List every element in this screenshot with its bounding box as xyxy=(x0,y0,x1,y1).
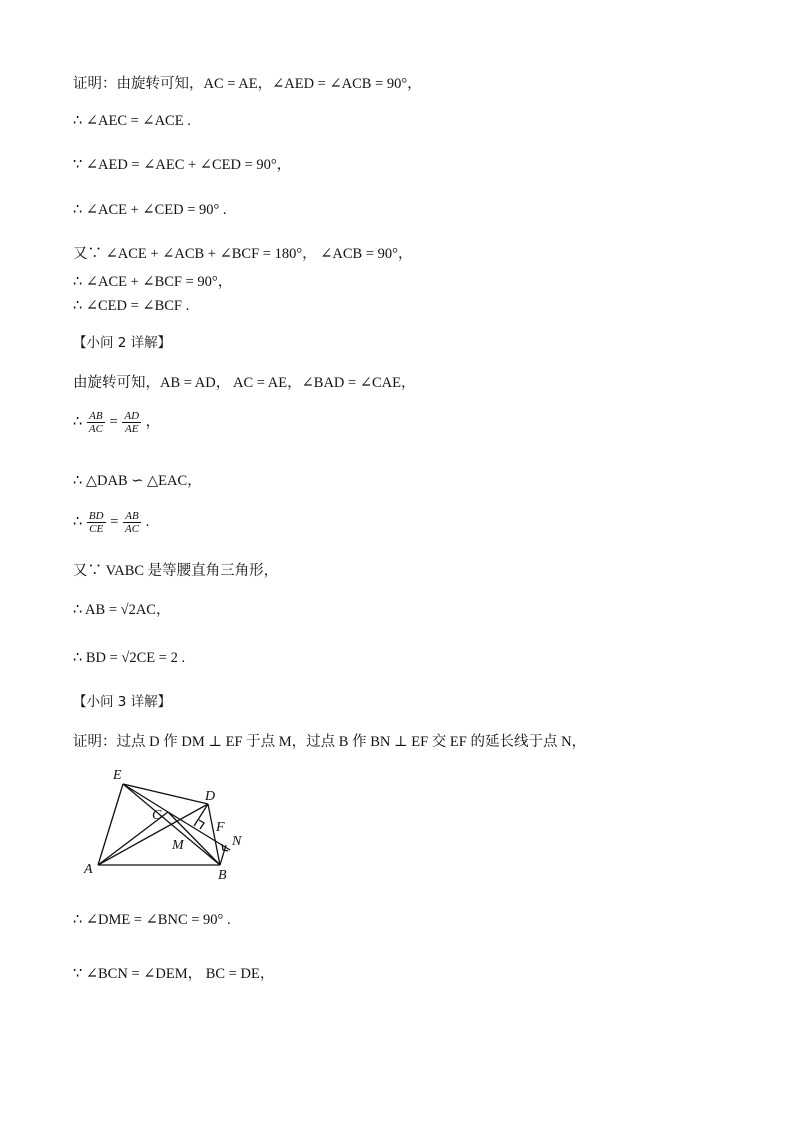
fraction-denominator: AC xyxy=(124,523,140,535)
proof-line-5: 又∵ ∠ACE + ∠ACB + ∠BCF = 180°， ∠ACB = 90°， xyxy=(73,246,413,262)
equals-sign: = xyxy=(110,513,119,530)
fraction-numerator: AB xyxy=(87,410,105,423)
proof-line-12: 又∵ VABC 是等腰直角三角形， xyxy=(73,563,279,579)
proof-line-10: ∴ △DAB ∽ △EAC， xyxy=(73,473,202,489)
fraction-ad-ae xyxy=(122,410,141,435)
proof-line-13: ∴ AB = √2AC， xyxy=(73,602,171,618)
fraction-numerator: AD xyxy=(124,410,140,423)
proof-line-2: ∴ ∠AEC = ∠ACE . xyxy=(73,113,191,129)
proof-line-3: ∵ ∠AED = ∠AEC + ∠CED = 90°， xyxy=(73,157,292,173)
label-C: C xyxy=(152,808,162,823)
label-N: N xyxy=(232,834,242,849)
label-F: F xyxy=(216,820,225,835)
punctuation: ， xyxy=(145,414,161,430)
therefore-symbol: ∴ xyxy=(73,414,83,430)
section-heading-2: 【小问 2 详解】 xyxy=(73,335,172,351)
label-E: E xyxy=(113,768,122,783)
proof-line-7: ∴ ∠CED = ∠BCF . xyxy=(73,298,190,314)
right-angle-mark-M xyxy=(199,820,204,829)
fraction-denominator: AE xyxy=(124,423,139,436)
label-B: B xyxy=(218,868,227,882)
label-D: D xyxy=(205,789,216,804)
proof-line-1: 证明：由旋转可知，AC = AE，∠AED = ∠ACB = 90°， xyxy=(73,76,422,92)
proof-line-16: ∴ ∠DME = ∠BNC = 90° . xyxy=(73,912,231,928)
fraction-numerator: AB xyxy=(123,510,141,523)
proof-line-15: 证明：过点 D 作 DM ⊥ EF 于点 M，过点 B 作 BN ⊥ EF 交 EF 的延长线于点 N， xyxy=(73,734,587,750)
proof-line-4: ∴ ∠ACE + ∠CED = 90° . xyxy=(73,202,227,218)
equals-sign: = xyxy=(109,414,118,430)
fraction-ab-ac xyxy=(87,410,105,435)
label-M: M xyxy=(172,838,184,853)
punctuation: . xyxy=(145,513,150,530)
fraction-denominator: CE xyxy=(89,523,104,535)
proof-line-17: ∵ ∠BCN = ∠DEM， BC = DE， xyxy=(73,966,275,982)
proof-line-8: 由旋转可知，AB = AD， AC = AE，∠BAD = ∠CAE， xyxy=(73,375,416,391)
section-heading-3: 【小问 3 详解】 xyxy=(73,694,172,710)
proof-line-9 xyxy=(73,410,160,435)
fraction-ab-ac xyxy=(123,510,141,535)
proof-line-11 xyxy=(73,510,149,535)
label-A: A xyxy=(84,862,93,877)
proof-line-6: ∴ ∠ACE + ∠BCF = 90°， xyxy=(73,274,233,290)
therefore-symbol: ∴ xyxy=(73,513,83,530)
fraction-bd-ce xyxy=(87,510,106,535)
proof-line-14: ∴ BD = √2CE = 2 . xyxy=(73,650,186,666)
fraction-numerator: BD xyxy=(88,510,104,522)
geometry-figure xyxy=(80,762,260,882)
fraction-denominator: AC xyxy=(88,423,103,436)
